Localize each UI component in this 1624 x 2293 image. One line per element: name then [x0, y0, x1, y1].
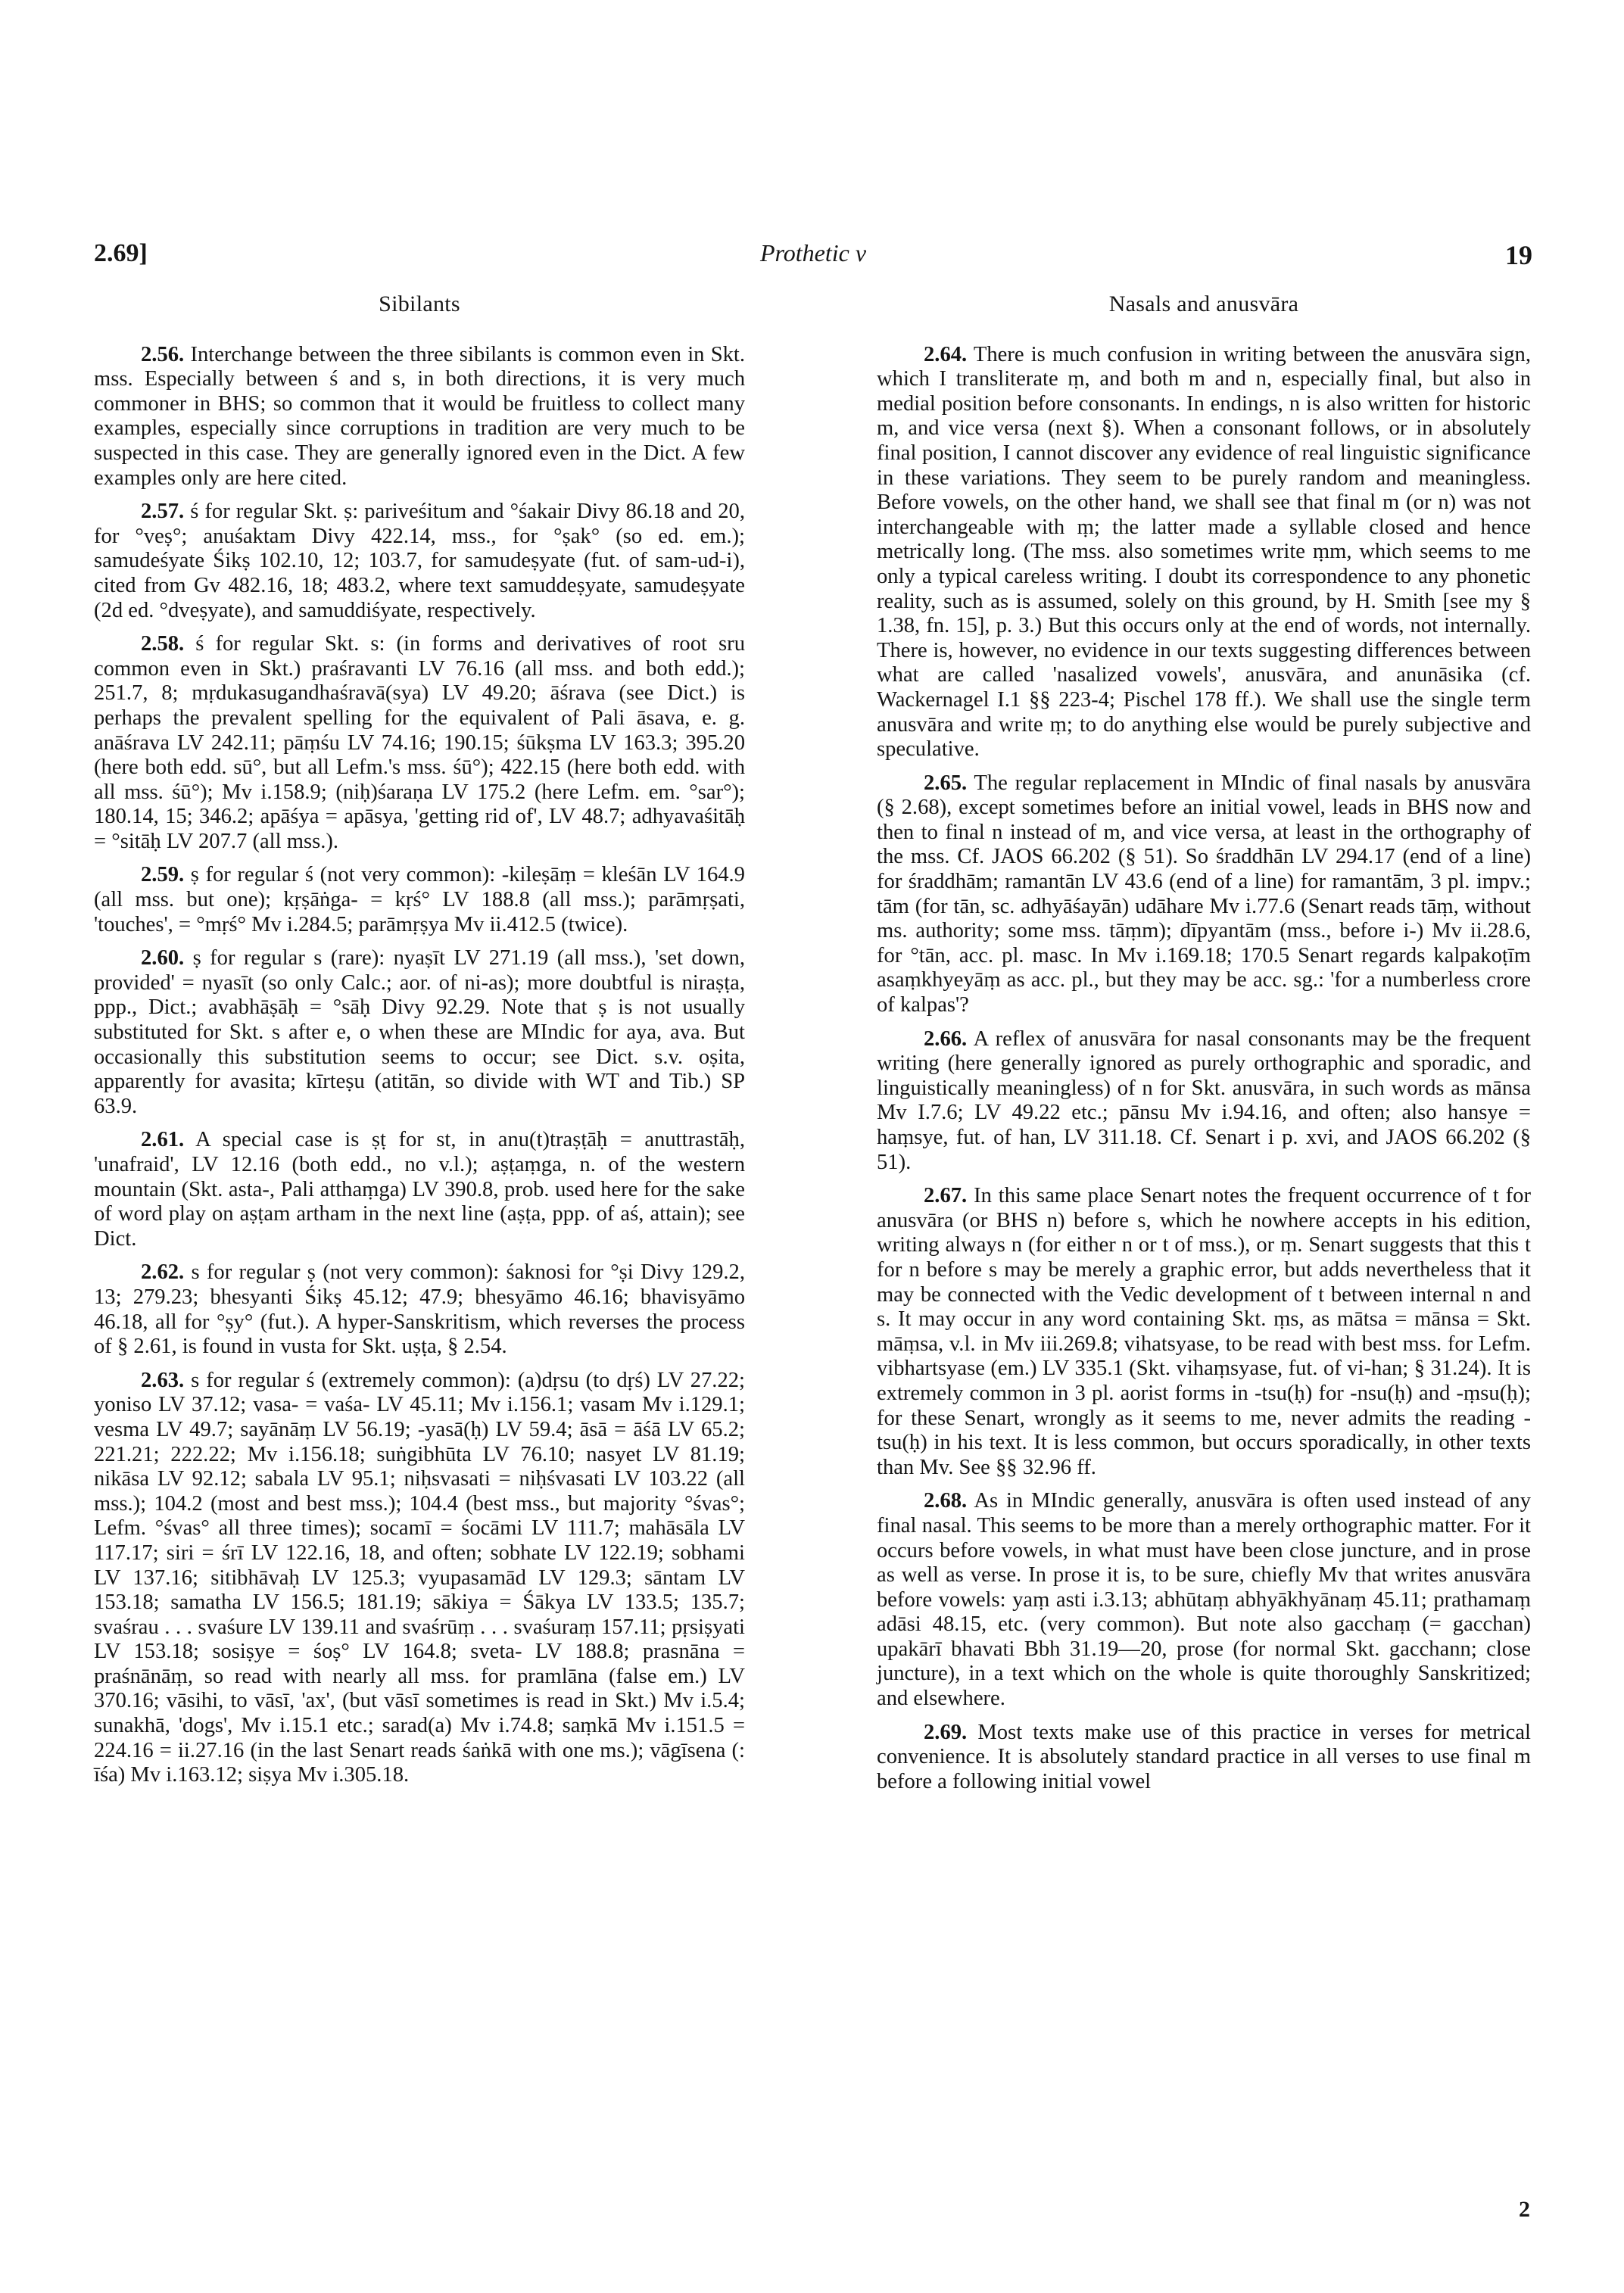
paragraph-2-68 — [877, 1489, 1531, 1711]
header-page-number: 19 — [1505, 240, 1532, 270]
paragraph-number: 2.66. — [924, 1027, 968, 1051]
paragraph-text: A reflex of anusvāra for nasal consonants may be the frequent writing (here generally ignored as purely orthographic and sporadic, and linguistically meaningless) of n for Skt. anusvāra, in such words as mānsa Mv I.7.6; LV 49.22 etc.; pānsu Mv i.94.16, and often; also hansye = haṃsye, fut. of han, LV 311.18. Cf. Senart i p. xvi, and JAOS 66.202 (§ 51). — [877, 1027, 1531, 1174]
paragraph-number: 2.62. — [141, 1260, 185, 1285]
paragraph-number: 2.57. — [141, 500, 185, 524]
paragraph-2-61 — [94, 1128, 745, 1251]
paragraph-2-56 — [94, 343, 745, 491]
paragraph-text: In this same place Senart notes the frequent occurrence of t for anusvāra (or BHS n) before s, which he nowhere accepts in his edition, writing always n (for either n or t of mss.), or ṃ. Senart suggests that this t for n before s may be merely a graphic error, but adds nevertheless that it may be connected with the Vedic development of t between internal n and s. It may occur in any word containing Skt. ṃs, as mātsa = mānsa = Skt. māṃsa, v.l. in Mv iii.269.8; vihatsyase, to be read with best mss. for Lefm. vibhartsyase (em.) LV 335.1 (Skt. vihaṃsyase, fut. of vi-han; § 31.24). It is extremely common in 3 pl. aorist forms in -tsu(ḥ) for -nsu(ḥ) and -ṃsu(ḥ); for these Senart, wrongly as it seems to me, never admits the reading -tsu(ḥ) in his text. It is less common, but occurs sporadically, in other texts than Mv. See §§ 32.96 ff. — [877, 1184, 1531, 1479]
paragraph-2-59 — [94, 863, 745, 937]
paragraph-text: ś for regular Skt. ṣ: pariveśitum and °śakair Divy 86.18 and 20, for °veṣ°; anuśaktam Divy 422.14, mss., for °ṣak° (so ed. em.); samudeśyate Śikṣ 102.10, 12; 103.7, for samudeṣyate (fut. of sam-ud-i), cited from Gv 482.16, 18; 483.2, where text samuddeṣyate, samudeṣyate (2d ed. °dveṣyate), and samuddiśyate, respectively. — [94, 500, 745, 622]
paragraph-text: Interchange between the three sibilants is common even in Skt. mss. Especially between ś and s, in both directions, it is very much commoner in BHS; so common that it would be fruitless to collect many examples, especially since corruptions in tradition are very much to be suspected in this case. They are generally ignored even in the Dict. A few examples only are here cited. — [94, 342, 745, 490]
paragraph-2-60 — [94, 946, 745, 1119]
paragraph-text: ṣ for regular s (rare): nyaṣīt LV 271.19 (all mss.), 'set down, provided' = nyasīt (so only Calc.; aor. of ni-as); more doubtful is niraṣṭa, ppp., Dict.; avabhāṣāḥ = °sāḥ Divy 92.29. Note that ṣ is not usually substituted for Skt. s after e, o when these are MIndic for aya, ava. But occasionally this substitution seems to occur; see Dict. s.v. oṣita, apparently for avasita; kīrteṣu (atitān, so divide with WT and Tib.) SP 63.9. — [94, 946, 745, 1118]
paragraph-text: Most texts make use of this practice in verses for metrical convenience. It is absolutely standard practice in all verses to use final m before a following initial vowel — [877, 1720, 1531, 1793]
paragraph-text: As in MIndic generally, anusvāra is often used instead of any final nasal. This seems to be more than a merely orthographic matter. For it occurs before vowels, in what must have been close juncture, and in prose as well as verse. In prose it is, to be sure, chiefly Mv that writes anusvāra before vowels: yaṃ asti i.3.13; abhūtaṃ abhyākhyānaṃ 45.11; prathamaṃ adāsi 48.15, etc. (very common). But note also gacchaṃ (= gacchan) upakārī bhavati Bbh 31.19—20, prose (for normal Skt. gacchann; close juncture), in a text which on the whole is quite thoroughly Sanskritized; and elsewhere. — [877, 1489, 1531, 1711]
section-title-sibilants: Sibilants — [379, 291, 460, 316]
paragraph-number: 2.58. — [141, 632, 185, 656]
paragraph-text: There is much confusion in writing between the anusvāra sign, which I transliterate ṃ, and both m and n, especially final, but also in medial position before consonants. In endings, n is also written for historic m, and vice versa (next §). When a consonant follows, or in absolutely final position, I cannot discover any evidence of real linguistic significance in these variations. They seem to be purely random and meaningless. Before vowels, on the other hand, we shall see that final m (or n) was not interchangeable with ṃ; the latter made a syllable closed and hence metrically long. (The mss. also sometimes write ṃm, which seems to me only a typical careless writing. I doubt its correspondence to any phonetic reality, such as is assumed, solely on this ground, by H. Smith [see my § 1.38, fn. 15], p. 3.) But this occurs only at the end of words, not internally. There is, however, no evidence in our texts suggesting differences between what are called 'nasalized vowels', anusvāra, and anunāsika (cf. Wackernagel I.1 §§ 223-4; Pischel 178 ff.). We shall use the single term anusvāra and write ṃ; to do anything else would be purely subjective and speculative. — [877, 342, 1531, 762]
paragraph-number: 2.60. — [141, 946, 185, 970]
section-title-nasals: Nasals and anusvāra — [1108, 291, 1299, 316]
paragraph-number: 2.68. — [924, 1489, 968, 1513]
paragraph-2-65 — [877, 771, 1531, 1018]
paragraph-number: 2.69. — [924, 1720, 968, 1744]
paragraph-number: 2.56. — [141, 342, 185, 366]
paragraph-text: ś for regular Skt. s: (in forms and derivatives of root sru common even in Skt.) praśravanti LV 76.16 (all mss. and both edd.); 251.7, 8; mṛdukasugandhaśravā(sya) LV 49.20; āśrava (see Dict.) is perhaps the prevalent spelling for the equivalent of Pali āsava, e. g. anāśrava LV 242.11; pāṃśu LV 74.16; 190.15; śūkṣma LV 163.3; 395.20 (here both edd. sū°, but all Lefm.'s mss. śū°); 422.15 (here both edd. with all mss. śū°); Mv i.158.9; (niḥ)śaraṇa LV 175.2 (here Lefm. em. °sar°); 180.14, 15; 346.2; apāśya = apāsya, 'getting rid of', LV 48.7; adhyavaśitāḥ = °sitāḥ LV 207.7 (all mss.). — [94, 632, 745, 853]
paragraph-2-69 — [877, 1721, 1531, 1795]
paragraph-2-63 — [94, 1369, 745, 1788]
left-column — [94, 288, 745, 1797]
paragraph-text: s for regular ṣ (not very common): śaknosi for °ṣi Divy 129.2, 13; 279.23; bhesyanti Śikṣ 45.12; 47.9; bhesyāmo 46.16; bhavisyāmo 46.18, all for °ṣy° (fut.). A hyper-Sanskritism, which reverses the process of § 2.61, is found in vusta for Skt. uṣṭa, § 2.54. — [94, 1260, 745, 1359]
paragraph-2-57 — [94, 500, 745, 623]
paragraph-text: The regular replacement in MIndic of final nasals by anusvāra (§ 2.68), except sometimes before an initial vowel, leads in BHS now and then to final n instead of m, and vice versa, at least in the orthography of the mss. Cf. JAOS 66.202 (§ 51). So śraddhān LV 294.17 (end of a line) for śraddhām; ramantān LV 43.6 (end of a line) for ramantām, 3 pl. impv.; tām (for tān, sc. adhyāśayān) udāhare Mv i.77.6 (Senart reads tāṃ, without ms. authority; some mss. tāṃm); dīpyantām (mss., before i-) Mv ii.28.6, for °tān, acc. pl. masc. In Mv i.169.18; 170.5 Senart regards kalpakoṭīm asaṃkhyeyāṃ as acc. pl., but they may be acc. sg.: 'for a numberless crore of kalpas'? — [877, 771, 1531, 1017]
header-running-title: Prothetic v — [759, 239, 867, 266]
paragraph-number: 2.61. — [141, 1128, 185, 1152]
running-header — [94, 239, 1532, 285]
paragraph-text: ṣ for regular ś (not very common): -kileṣāṃ = kleśān LV 164.9 (all mss. but one); kṛṣāṅga- = kṛś° LV 188.8 (all mss.); parāmṛṣati, 'touches', = °mṛś° Mv i.284.5; parāmṛṣya Mv ii.412.5 (twice). — [94, 863, 745, 936]
paragraph-number: 2.64. — [924, 342, 968, 366]
paragraph-number: 2.59. — [141, 863, 185, 887]
signature-mark: 2 — [1519, 2197, 1530, 2222]
header-section-ref: 2.69] — [94, 239, 148, 267]
paragraph-number: 2.63. — [141, 1368, 185, 1392]
paragraph-2-64 — [877, 343, 1531, 762]
paragraph-2-62 — [94, 1260, 745, 1359]
paragraph-text: A special case is ṣṭ for st, in anu(t)traṣṭāḥ = anuttrastāḥ, 'unafraid', LV 12.16 (both edd., no v.l.); aṣṭaṃga, n. of the western mountain (Skt. asta-, Pali atthaṃga) LV 390.8, prob. used here for the sake of word play on aṣṭam artham in the next line (aṣṭa, ppp. of aś, attain); see Dict. — [94, 1128, 745, 1251]
paragraph-2-58 — [94, 632, 745, 854]
paragraph-number: 2.65. — [924, 771, 968, 795]
right-column — [877, 288, 1531, 1803]
paragraph-2-67 — [877, 1184, 1531, 1480]
paragraph-number: 2.67. — [924, 1184, 968, 1208]
paragraph-2-66 — [877, 1027, 1531, 1176]
paragraph-text: s for regular ś (extremely common): (a)dṛsu (to dṛś) LV 27.22; yoniso LV 37.12; vasa- = vaśa- LV 45.11; Mv i.156.1; vasam Mv i.129.1; vesma LV 49.7; sayānāṃ LV 56.19; -yasā(ḥ) LV 59.4; āsā = āśā LV 65.2; 221.21; 222.22; Mv i.156.18; suṅgibhūta LV 76.10; nasyet LV 81.19; nikāsa LV 92.12; sabala LV 95.1; niḥsvasati = niḥśvasati LV 103.22 (all mss.); 104.2 (most and best mss.); 104.4 (best mss., but majority °śvas°; Lefm. °śvas° all three times); socamī = śocāmi LV 111.7; mahāsāla LV 117.17; siri = śrī LV 122.16, 18, and often; sobhate LV 122.19; sobhami LV 137.16; sitibhāvaḥ LV 125.3; vyupasamād LV 129.3; sāntam LV 153.18; samatha LV 156.5; 181.19; sākiya = Śākya LV 133.5; 135.7; svaśrau . . . svaśure LV 139.11 and svaśrūṃ . . . svaśuraṃ 157.11; pṛsiṣyati LV 153.18; sosiṣye = śoṣ° LV 164.8; sveta- LV 188.8; prasnāna = praśnānāṃ, so read with nearly all mss. for pramlāna (false em.) LV 370.16; vāsihi, to vāsī, 'ax', (but vāsī sometimes is read in Skt.) Mv i.5.4; sunakhā, 'dogs', Mv i.15.1 etc.; sarad(a) Mv i.74.8; saṃkā Mv i.151.5 = 224.16 = ii.27.16 (in the last Senart reads śaṅkā with one ms.); vāgīsena (: īśa) Mv i.163.12; siṣya Mv i.305.18. — [94, 1368, 745, 1787]
